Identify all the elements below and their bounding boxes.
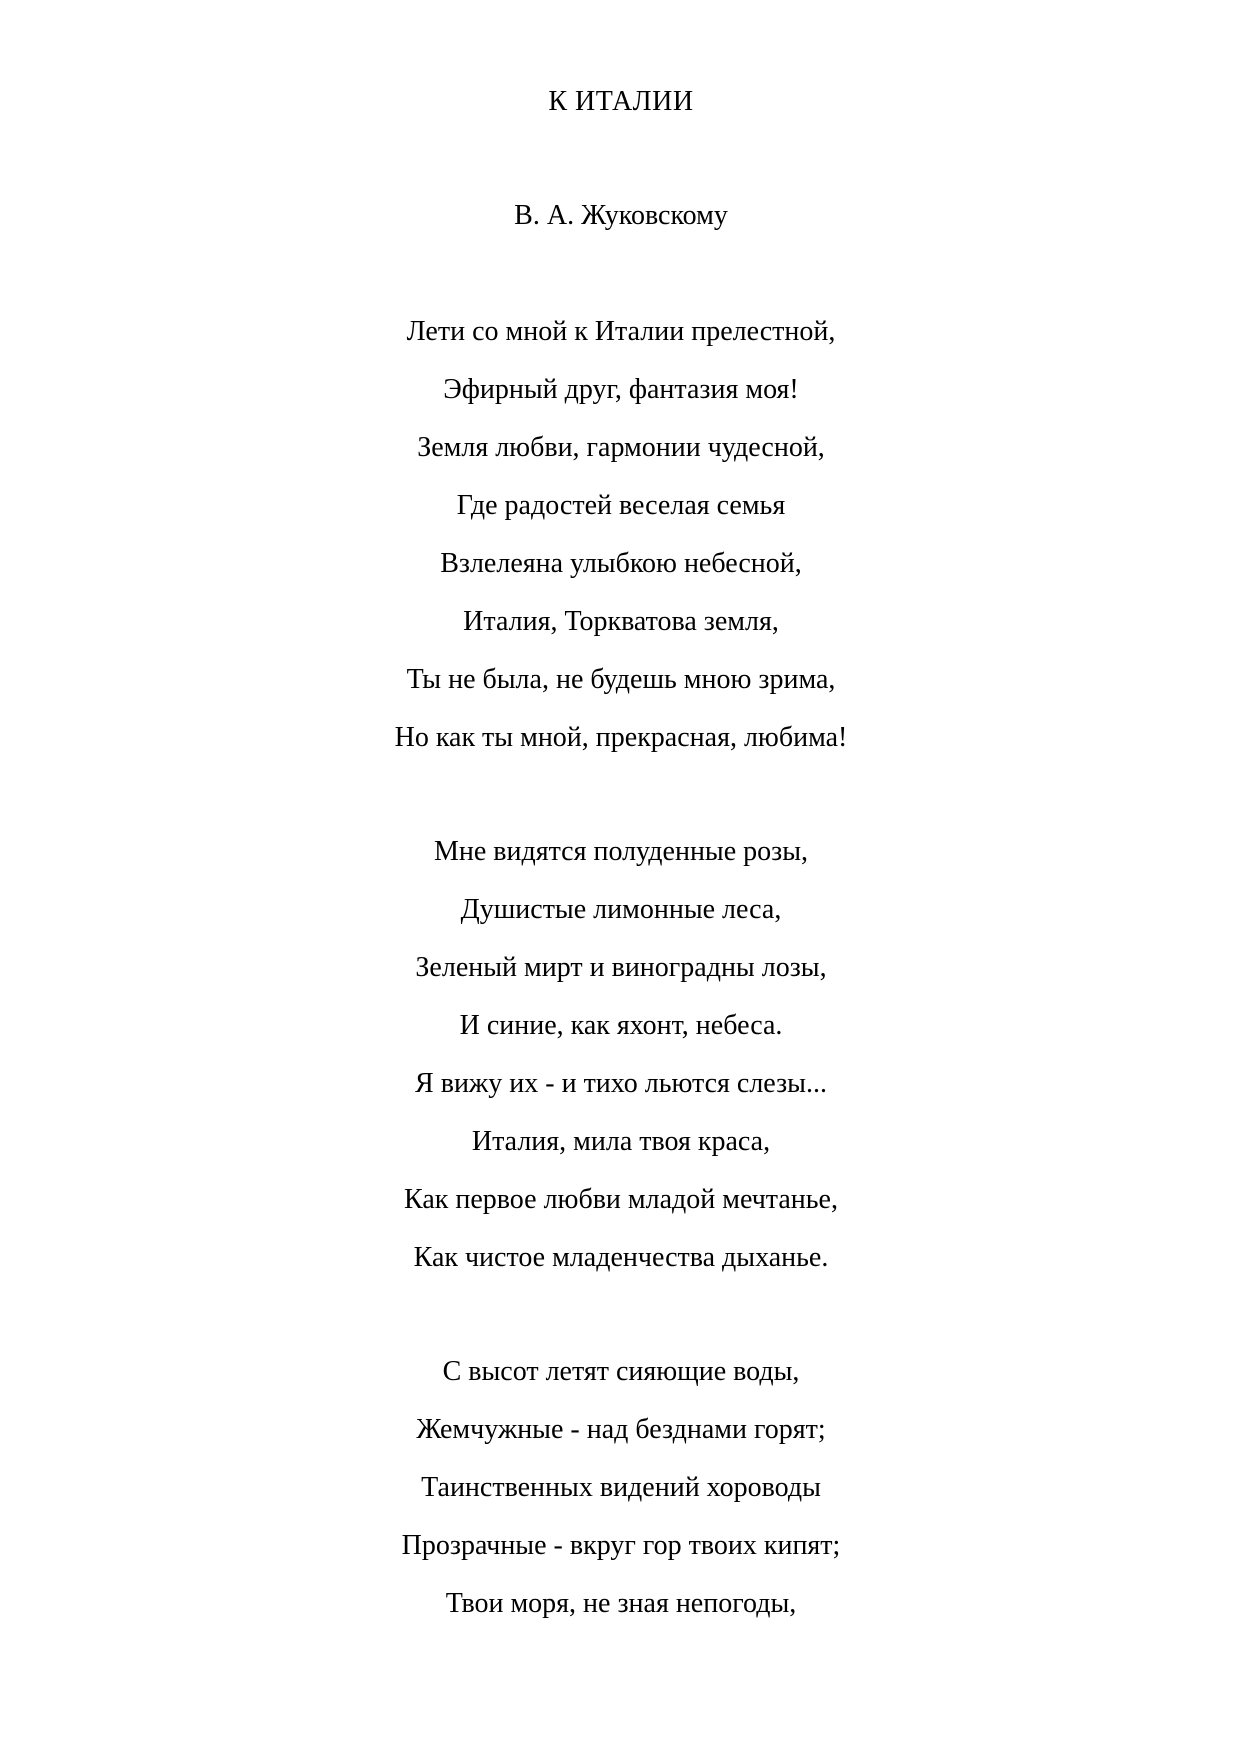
verse-line: Зеленый мирт и виноградны лозы, [415, 952, 827, 983]
verse-line: Но как ты мной, прекрасная, любима! [394, 722, 848, 753]
verse-line: С высот летят сияющие воды, [442, 1356, 800, 1387]
stanza-3 [0, 1353, 1242, 1643]
verse-line: Земля любви, гармонии чудесной, [417, 432, 825, 463]
verse-line: Твои моря, не зная непогоды, [445, 1588, 797, 1619]
verse-line: Эфирный друг, фантазия моя! [443, 374, 799, 405]
verse-line: Жемчужные - над безднами горят; [416, 1414, 826, 1445]
verse-line: Мне видятся полуденные розы, [433, 836, 809, 867]
verse-line: Взлелеяна улыбкою небесной, [440, 548, 802, 579]
stanza-1 [0, 313, 1242, 777]
poem-title: К ИТАЛИИ [548, 86, 694, 117]
verse-line: Ты не была, не будешь мною зрима, [406, 664, 836, 695]
verse-line: Душистые лимонные леса, [460, 894, 782, 925]
stanza-2 [0, 833, 1242, 1297]
verse-line: Как чистое младенчества дыханье. [413, 1242, 829, 1273]
verse-line: Таинственных видений хороводы [421, 1472, 821, 1503]
poem-dedication: В. А. Жуковскому [514, 200, 728, 231]
verse-line: Италия, Торкватова земля, [463, 606, 779, 637]
verse-line: Лети со мной к Италии прелестной, [406, 316, 836, 347]
verse-line: Я вижу их - и тихо льются слезы... [415, 1068, 827, 1099]
verse-line: И синие, как яхонт, небеса. [459, 1010, 783, 1041]
verse-line: Где радостей веселая семья [456, 490, 786, 521]
verse-line: Италия, мила твоя краса, [471, 1126, 771, 1157]
verse-line: Прозрачные - вкруг гор твоих кипят; [401, 1530, 841, 1561]
verse-line: Как первое любви младой мечтанье, [404, 1184, 838, 1215]
